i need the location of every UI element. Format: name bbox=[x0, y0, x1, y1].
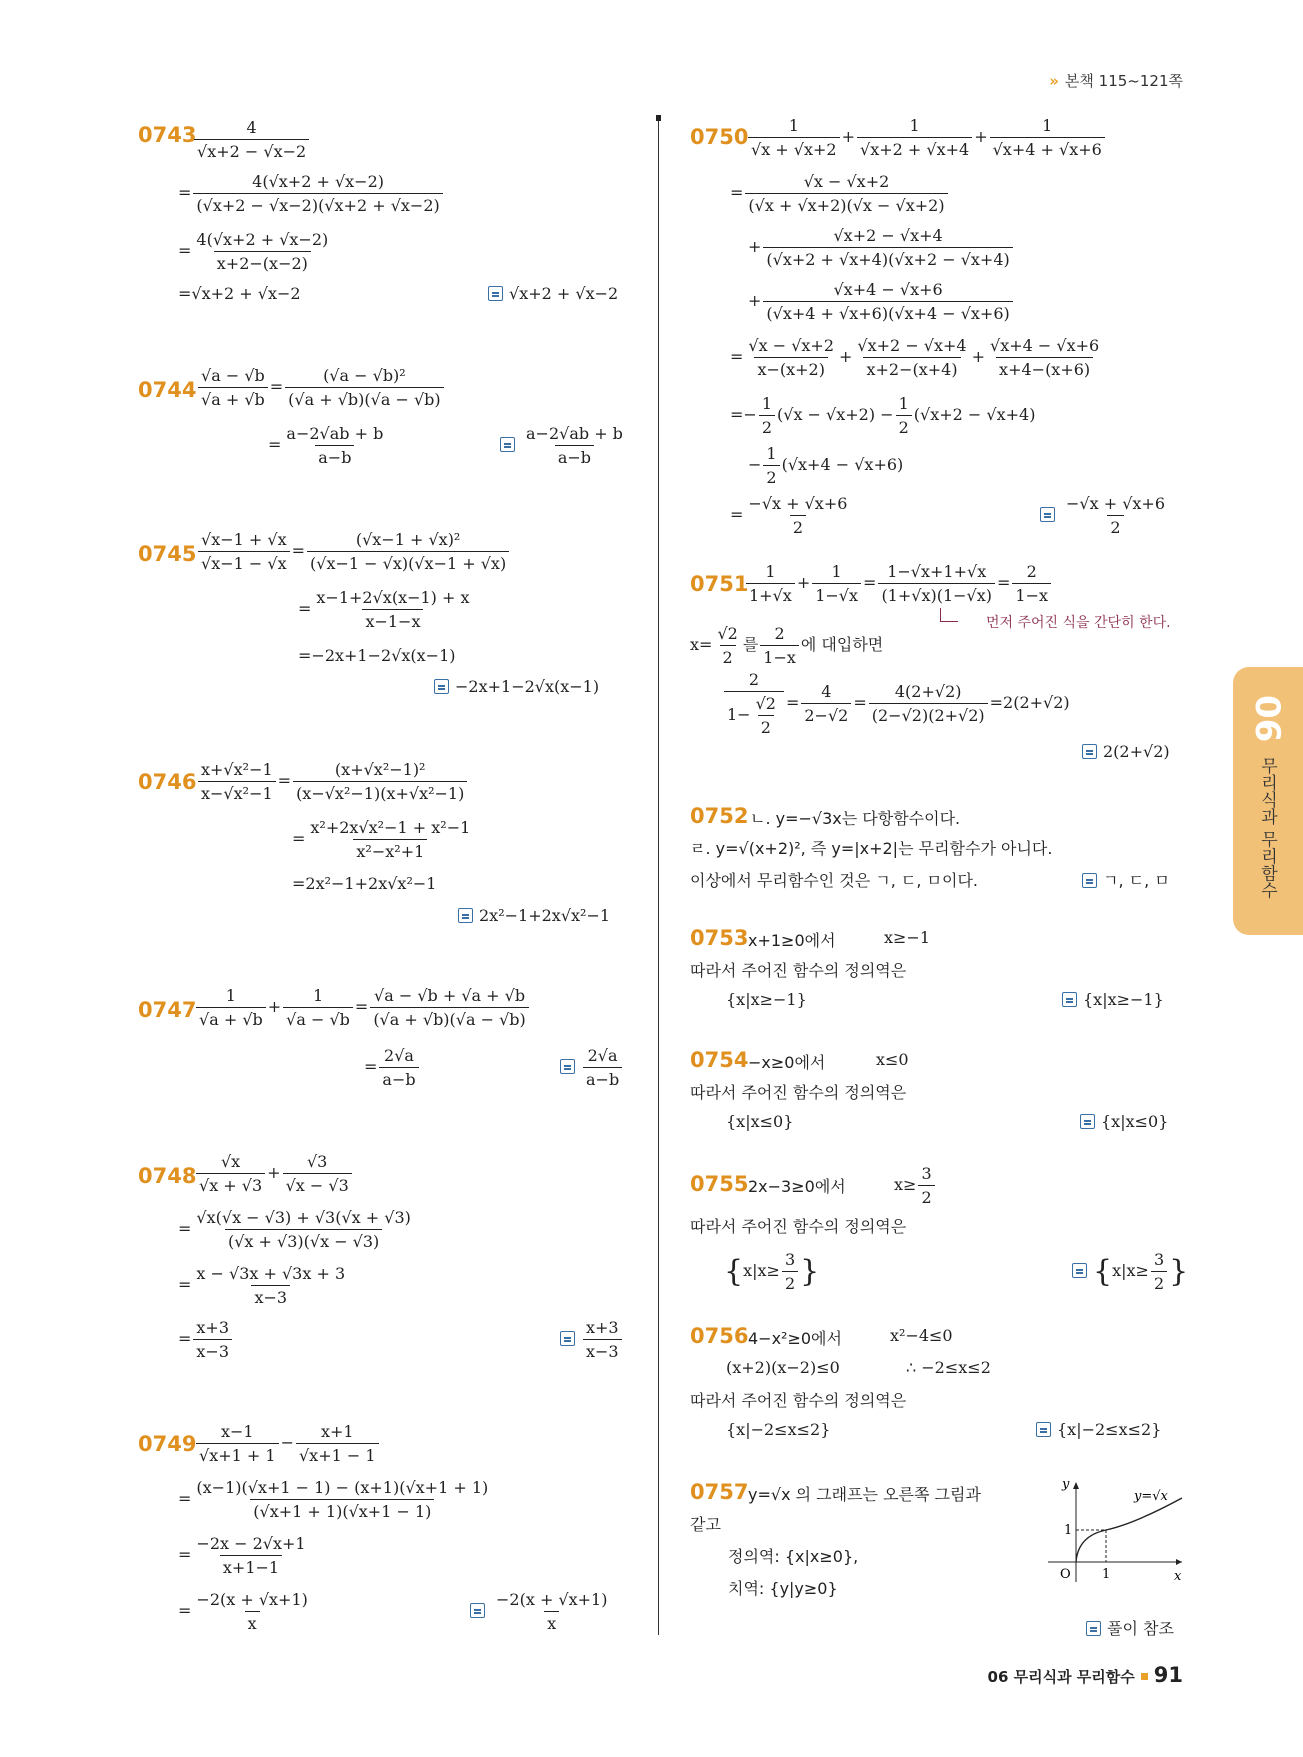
expression: + $\frac{√x+4 - √x+6}{(√x+4 + √x+6)(√x+4 - √x+6)}$ bbox=[748, 280, 1015, 323]
y-axis-label: y bbox=[1062, 1478, 1070, 1492]
expression: $\frac{1}{√x + √x+2}$ + $\frac{1}{√x+2 + √x+4}$ + $\frac{1}{√x+4 + √x+6}$ bbox=[746, 116, 1107, 159]
answer-icon bbox=[470, 1603, 485, 1618]
answer-icon bbox=[434, 679, 449, 694]
expression: = $\frac{-2x - 2√x+1}{x+1-1}$ bbox=[178, 1534, 306, 1577]
square-icon bbox=[1141, 1673, 1148, 1680]
answer: 2x²−1+2x√x²−1 bbox=[458, 906, 610, 925]
explanation-line: 2x−3≥0에서 bbox=[748, 1177, 846, 1196]
explanation-line: 따라서 주어진 함수의 정의역은 bbox=[690, 1391, 907, 1410]
explanation-line: {x|−2≤x≤2} bbox=[726, 1420, 831, 1439]
explanation-line: x≥−1 bbox=[884, 928, 931, 947]
explanation-line: 같고 bbox=[690, 1515, 721, 1534]
problem-number: 0754 bbox=[690, 1048, 749, 1072]
curve-label: y=√x bbox=[1134, 1489, 1168, 1504]
expression: x= $\frac{√2}{2}$ 를 $\frac{2}{1-x}$ 에 대입하면 bbox=[690, 624, 884, 667]
explanation-line: y=√x 의 그래프는 오른쪽 그림과 bbox=[748, 1485, 981, 1504]
problem-number: 0747 bbox=[138, 998, 197, 1022]
problem-number: 0753 bbox=[690, 926, 749, 950]
page-reference: » 본책 115~121쪽 bbox=[1049, 72, 1183, 90]
explanation-line: (x+2)(x−2)≤0 bbox=[726, 1358, 840, 1377]
answer: $\frac{-√x + √x+6}{2}$ bbox=[1040, 494, 1170, 537]
origin-label: O bbox=[1060, 1567, 1071, 1582]
expression: = $\frac{a-2√ab + b}{a-b}$ bbox=[268, 424, 384, 467]
expression: = $\frac{\text{x²+2x√x²−1 + x²−1}}{\text{x²−x²+1}}$ bbox=[292, 818, 471, 861]
x-axis-label: x bbox=[1174, 1569, 1182, 1584]
expression: =−2x+1−2√x(x−1) bbox=[298, 646, 456, 665]
answer: $\frac{2√a}{a-b}$ bbox=[560, 1046, 624, 1089]
explanation-line: x²−4≤0 bbox=[890, 1326, 953, 1345]
expression: =2x²−1+2x√x²−1 bbox=[292, 874, 437, 893]
expression: = $\frac{x+3}{x-3}$ bbox=[178, 1318, 234, 1361]
expression: $\frac{√a - √b}{√a + √b}$ = $\frac{\text{(√a − √b)²}}{(√a + √b)(√a - √b)}$ bbox=[196, 366, 446, 409]
expression: $\frac{1}{√a + √b}$ + $\frac{1}{√a - √b}$ = $\frac{√a - √b + √a + √b}{(√a + √b)(√a - √b)}$ bbox=[194, 986, 531, 1029]
explanation-line: {x|x≥−1} bbox=[726, 990, 807, 1009]
explanation-line: 4−x²≥0에서 bbox=[748, 1329, 842, 1348]
problem-number: 0755 bbox=[690, 1172, 749, 1196]
explanation-line: x+1≥0에서 bbox=[748, 931, 836, 950]
expression: = $\frac{(x-1)(√x+1 - 1) - (x+1)(√x+1 + 1)}{(√x+1 + 1)(√x+1 - 1)}$ bbox=[178, 1478, 489, 1521]
expression: $\frac{√x-1 + √x}{√x-1 - √x}$ = $\frac{\text{(√x−1 + √x)²}}{(√x-1 - √x)(√x-1 + √x)}$ bbox=[196, 530, 511, 573]
expression: 2 1− $\frac{√2}{2}$ = $\frac{4}{2-√2}$ = $\frac{4(2+√2)}{(2-√2)(2+√2)}$ =2(2+√2) bbox=[722, 670, 1070, 737]
explanation-line: 정의역: {x|x≥0}, bbox=[728, 1547, 859, 1566]
explanation-line: ∴ −2≤x≤2 bbox=[906, 1358, 991, 1377]
expression: = $\frac{-√x + √x+6}{2}$ bbox=[730, 494, 848, 537]
expression: $\frac{4}{√x+2 - √x-2}$ bbox=[192, 118, 311, 161]
explanation-line: 따라서 주어진 함수의 정의역은 bbox=[690, 1217, 907, 1236]
page-footer bbox=[988, 1663, 1183, 1687]
problem-number: 0756 bbox=[690, 1324, 749, 1348]
annotation-note: 먼저 주어진 식을 간단히 한다. bbox=[986, 615, 1171, 631]
problem-number: 0745 bbox=[138, 542, 197, 566]
answer-icon bbox=[1072, 1263, 1087, 1278]
answer: ㄱ, ㄷ, ㅁ bbox=[1082, 868, 1170, 891]
explanation-line: 치역: {y|y≥0} bbox=[728, 1579, 838, 1598]
answer-icon bbox=[458, 908, 473, 923]
expression: $\frac{x-1}{√x+1 + 1}$ − $\frac{x+1}{√x+1 - 1}$ bbox=[194, 1422, 381, 1465]
y-axis-arrow bbox=[1073, 1482, 1079, 1489]
expression: = $\frac{√x - √x+2}{(√x + √x+2)(√x - √x+2)}$ bbox=[730, 172, 950, 215]
answer: $\frac{a-2√ab + b}{a-b}$ bbox=[500, 424, 628, 467]
explanation-line: {x|x≤0} bbox=[726, 1112, 794, 1131]
chapter-tab bbox=[1233, 667, 1303, 935]
page-number: 91 bbox=[1153, 1663, 1183, 1687]
problem-number: 0748 bbox=[138, 1164, 197, 1188]
explanation-line: 이상에서 무리함수인 것은 ㄱ, ㄷ, ㅁ이다. bbox=[690, 871, 978, 890]
explanation-line: 따라서 주어진 함수의 정의역은 bbox=[690, 961, 907, 980]
problem-number: 0751 bbox=[690, 572, 749, 596]
expression: = $\frac{x-1+2√x(x-1) + x}{x-1-x}$ bbox=[298, 588, 470, 631]
answer-icon bbox=[560, 1059, 575, 1074]
explanation-line: {x|x≥ $\frac{3}{2}$ } bbox=[724, 1250, 820, 1293]
expression: =− $\frac{1}{2}$ (√x − √x+2) − $\frac{1}{2}$ (√x+2 − √x+4) bbox=[730, 394, 1036, 437]
answer-icon bbox=[1082, 744, 1097, 759]
explanation-line: −x≥0에서 bbox=[748, 1053, 826, 1072]
answer: {x|x≥−1} bbox=[1062, 990, 1164, 1009]
chapter-tab-number: 06 bbox=[1247, 695, 1287, 743]
expression: $\frac{√x}{√x + √3}$ + $\frac{√3}{√x - √3}$ bbox=[194, 1152, 354, 1195]
answer-icon bbox=[1062, 992, 1077, 1007]
explanation-line: ㄹ. y=√(x+2)², 즉 y=|x+2|는 무리함수가 아니다. bbox=[690, 839, 1053, 858]
explanation-line: x≥ $\frac{3}{2}$ bbox=[894, 1164, 937, 1207]
problem-number: 0750 bbox=[690, 125, 749, 149]
x-axis-arrow bbox=[1176, 1559, 1182, 1565]
column-divider bbox=[658, 115, 659, 1635]
y-tick-label: 1 bbox=[1064, 1523, 1073, 1538]
double-chevron-icon: » bbox=[1049, 72, 1059, 90]
answer-icon bbox=[488, 286, 503, 301]
answer: √x+2 + √x−2 bbox=[488, 284, 618, 303]
answer: $\frac{x+3}{x-3}$ bbox=[560, 1318, 624, 1361]
answer-icon bbox=[560, 1331, 575, 1346]
answer-icon bbox=[1040, 507, 1055, 522]
problem-number: 0749 bbox=[138, 1432, 197, 1456]
answer: 2(2+√2) bbox=[1082, 742, 1170, 761]
answer-icon bbox=[1080, 1114, 1095, 1129]
expression: = $\frac{-2(x + √x+1)}{x}$ bbox=[178, 1590, 308, 1633]
chapter-tab-title: 무리식과 무리함수 bbox=[1257, 757, 1277, 899]
answer: $\frac{-2(x + √x+1)}{x}$ bbox=[470, 1590, 612, 1633]
sqrt-graph bbox=[1040, 1478, 1190, 1588]
problem-number: 0744 bbox=[138, 378, 197, 402]
problem-number: 0743 bbox=[138, 123, 197, 147]
expression: = $\frac{2√a}{a-b}$ bbox=[364, 1046, 421, 1089]
problem-number: 0757 bbox=[690, 1480, 749, 1504]
answer-icon bbox=[1036, 1422, 1051, 1437]
expression: = $\frac{4(√x+2 + √x-2)}{x+2-(x-2)}$ bbox=[178, 230, 329, 273]
expression: $\frac{\text{x+√x²−1}}{\text{x−√x²−1}}$ = $\frac{\text{(x+√x²−1)²}}{\text{(x−√x²−1)(x+√x²−1)}}$ bbox=[196, 760, 469, 803]
expression: $\frac{1}{1+√x}$ + $\frac{1}{1-√x}$ = $\frac{1-√x+1+√x}{(1+√x)(1-√x)}$ = $\frac{2}{1-x}$ bbox=[744, 562, 1053, 605]
answer: {x|x≥ $\frac{3}{2}$ } bbox=[1072, 1250, 1188, 1293]
answer-icon bbox=[1082, 873, 1097, 888]
answer: {x|x≤0} bbox=[1080, 1112, 1168, 1131]
explanation-line: x≤0 bbox=[876, 1050, 909, 1069]
note-connector bbox=[940, 608, 958, 622]
problem-number: 0746 bbox=[138, 770, 197, 794]
expression: − $\frac{1}{2}$ (√x+4 − √x+6) bbox=[748, 444, 904, 487]
problem-number: 0752 bbox=[690, 804, 749, 828]
answer-icon bbox=[1086, 1621, 1101, 1636]
expression: = $\frac{x - √3x + √3x + 3}{x-3}$ bbox=[178, 1264, 346, 1307]
answer: {x|−2≤x≤2} bbox=[1036, 1420, 1161, 1439]
expression: =√x+2 + √x−2 bbox=[178, 284, 301, 303]
footer-chapter: 06 무리식과 무리함수 bbox=[987, 1668, 1135, 1686]
expression: + $\frac{√x+2 - √x+4}{(√x+2 + √x+4)(√x+2 - √x+4)}$ bbox=[748, 226, 1015, 269]
expression: = $\frac{4(√x+2 + √x-2)}{(√x+2 - √x-2)(√x+2 + √x-2)}$ bbox=[178, 172, 445, 215]
expression: = $\frac{√x - √x+2}{x-(x+2)}$ + $\frac{√x+2 - √x+4}{x+2-(x+4)}$ + $\frac{√x+4 - √x+6}{x+4-(x+6)}$ bbox=[730, 336, 1100, 379]
explanation-line: ㄴ. y=−√3x는 다항함수이다. bbox=[750, 809, 961, 828]
answer: −2x+1−2√x(x−1) bbox=[434, 677, 599, 696]
answer-icon bbox=[500, 437, 515, 452]
x-tick-label: 1 bbox=[1102, 1567, 1111, 1582]
answer: 풀이 참조 bbox=[1086, 1616, 1174, 1639]
explanation-line: 따라서 주어진 함수의 정의역은 bbox=[690, 1083, 907, 1102]
expression: = $\frac{√x(√x - √3) + √3(√x + √3)}{(√x + √3)(√x - √3)}$ bbox=[178, 1208, 411, 1251]
